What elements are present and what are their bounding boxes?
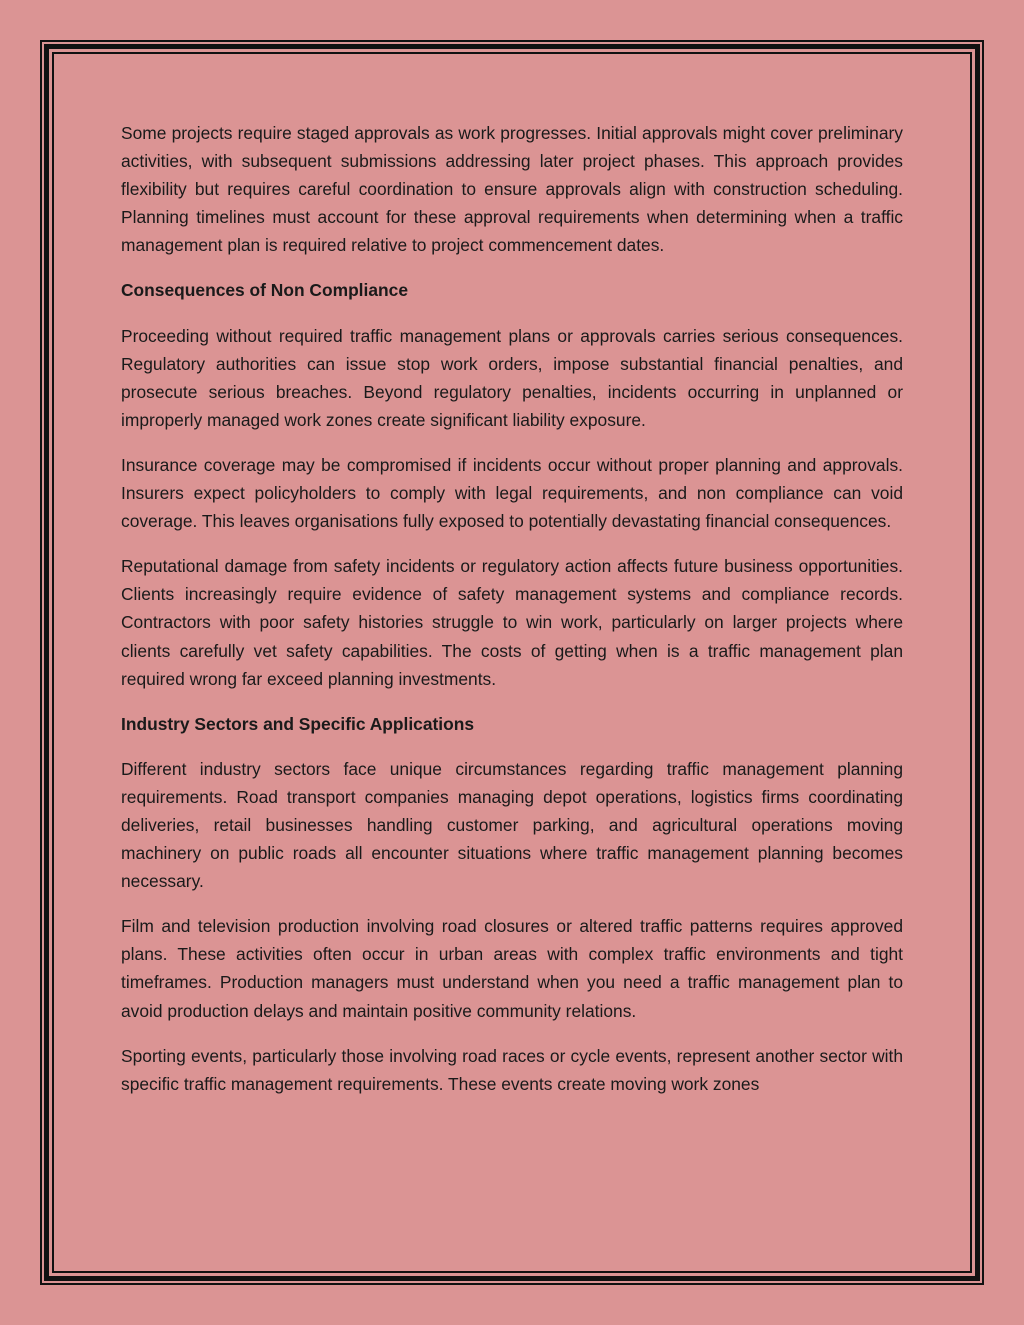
paragraph-sporting-events: Sporting events, particularly those involving road races or cycle events, represent another sector with specific traffic management requirements. These events create moving work zones [121, 1045, 903, 1094]
heading-consequences: Consequences of Non Compliance [121, 280, 408, 301]
paragraph-film-television: Film and television production involving road closures or altered traffic patterns requires approved plans. These activities often occur in urban areas with complex traffic environments and tight timeframes. Production managers must understand when you need a traffic management plan to avoid production delays and maintain positive community relations. [121, 916, 903, 1021]
paragraph-insurance: Insurance coverage may be compromised if incidents occur without proper planning and approvals. Insurers expect policyholders to comply with legal requirements, and non compliance can void coverage. This leaves organisations fully exposed to potentially devastating financial consequences. [121, 454, 903, 532]
paragraph-regulatory-consequences: Proceeding without required traffic management plans or approvals carries serious consequences. Regulatory authorities can issue stop work orders, impose substantial financial penalties, and prosecute serious breaches. Beyond regulatory penalties, incidents occurring in unplanned or improperly managed work zones create significant liability exposure. [121, 325, 903, 430]
paragraph-staged-approvals: Some projects require staged approvals as work progresses. Initial approvals might cover preliminary activities, with subsequent submissions addressing later project phases. This approach provides flexibility but requires careful coordination to ensure approvals align with construction scheduling. Planning timelines must account for these approval requirements when determining when a traffic management plan is required relative to project commencement dates. [121, 123, 903, 256]
paragraph-reputational-damage: Reputational damage from safety incidents or regulatory action affects future business opportunities. Clients increasingly require evidence of safety management systems and compliance records. Contractors with poor safety histories struggle to win work, particularly on larger projects where clients carefully vet safety capabilities. The costs of getting when is a traffic management plan required wrong far exceed planning investments. [121, 556, 903, 689]
paragraph-industry-sectors: Different industry sectors face unique circumstances regarding traffic management planning requirements. Road transport companies managing depot operations, logistics firms coordinating deliveries, retail businesses handling customer parking, and agricultural operations moving machinery on public roads all encounter situations where traffic management planning becomes necessary. [121, 758, 903, 892]
document-body [121, 119, 903, 1098]
heading-industry-sectors: Industry Sectors and Specific Applications [121, 713, 475, 734]
